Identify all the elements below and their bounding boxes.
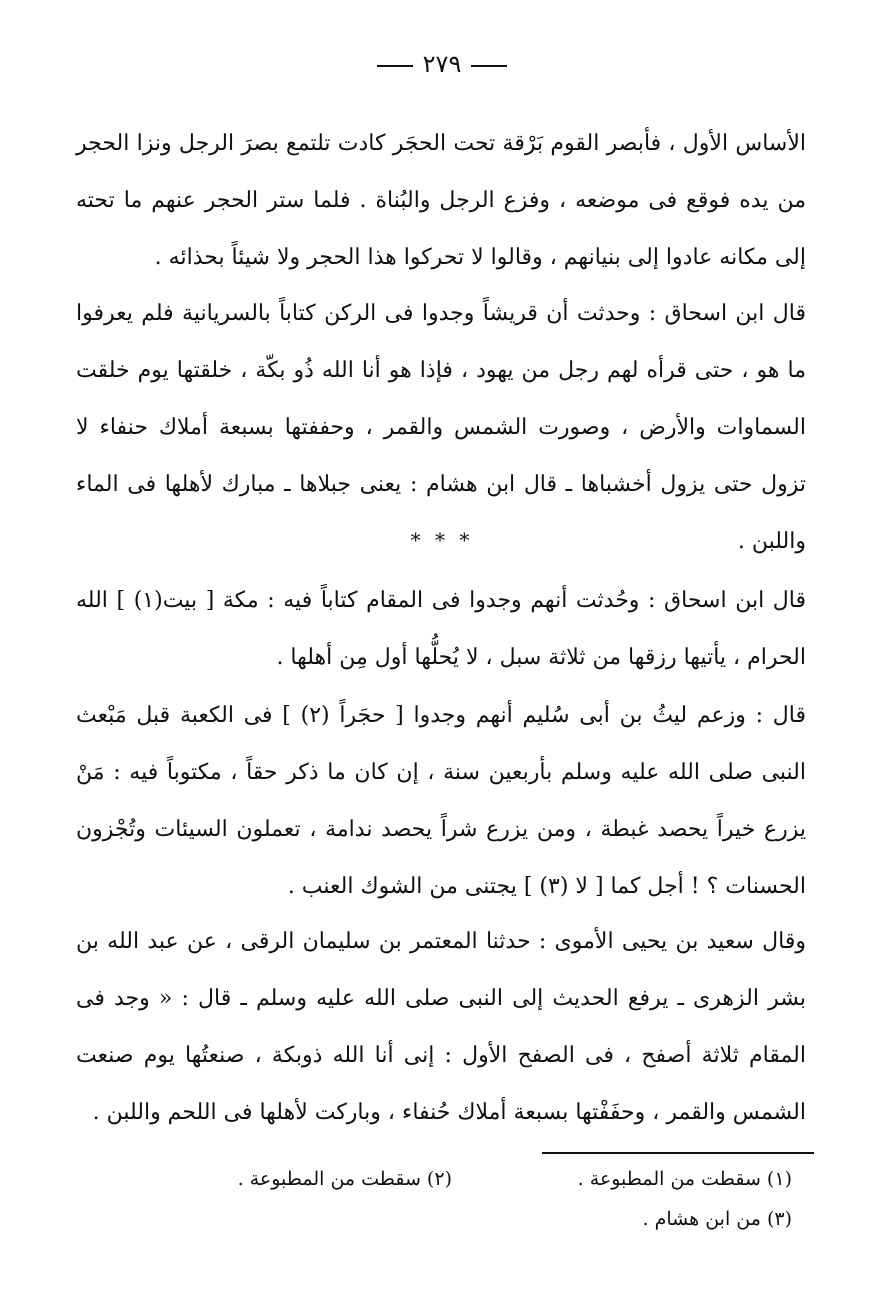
paragraph-1: الأساس الأول ، فأبصر القوم بَرْقة تحت الحجَر كادت تلتمع بصرَ الرجل ونزا الحجر من يده فوقع فى موضعه ، وفزع الرجل والبُناة . فلما ستر الحجر عنهم ما تحته إلى مكانه عادوا إلى بنيانهم ، وقالوا لا تحركوا هذا الحجر ولا شيئاً بحذائه . — [76, 131, 806, 270]
footnote-2: (٢) سقطت من المطبوعة . — [237, 1168, 452, 1190]
page-number-dash-left — [377, 65, 413, 67]
section-separator: * * * — [410, 528, 474, 552]
paragraph-5: وقال سعيد بن يحيى الأموى : حدثنا المعتمر بن سليمان الرقى ، عن عبد الله بن بشر الزهرى ـ يرفع الحديث إلى النبى صلى الله عليه وسلم ـ قال : « وجد فى المقام ثلاثة أصفح ، فى الصفح الأول : إنى أنا الله ذوبكة ، صنعتُها يوم صنعت الشمس والقمر ، وحفَفْتها بسبعة أملاك حُنفاء ، وباركت لأهلها فى اللحم واللبن . — [76, 929, 806, 1125]
page-number-text: ٢٧٩ — [422, 50, 462, 78]
page-number-dash-right — [471, 65, 507, 67]
footnote-3: (٣) من ابن هشام . — [642, 1208, 792, 1230]
page-number — [0, 50, 884, 78]
footnote-divider — [542, 1152, 814, 1154]
paragraph-2: قال ابن اسحاق : وحدثت أن قريشاً وجدوا فى الركن كتاباً بالسريانية فلم يعرفوا ما هو ، حتى قرأه لهم رجل من يهود ، فإذا هو أنا الله ذُو بكّة ، خلقتها يوم خلقت السماوات والأرض ، وصورت الشمس والقمر ، وحففتها بسبعة أملاك حنفاء لا تزول حتى يزول أخشباها ـ قال ابن هشام : يعنى جبلاها ـ مبارك لأهلها فى الماء واللبن . — [76, 301, 806, 554]
paragraph-4: قال : وزعم ليثُ بن أبى سُليم أنهم وجدوا [ حجَراً (٢) ] فى الكعبة قبل مَبْعث النبى صلى الله عليه وسلم بأربعين سنة ، إن كان ما ذكر حقاً ، مكتوباً فيه : مَنْ يزرع خيراً يحصد غبطة ، ومن يزرع شراً يحصد ندامة ، تعملون السيئات وتُجْزون الحسنات ؟ ! أجل كما [ لا (٣) ] يجتنى من الشوك العنب . — [76, 703, 807, 899]
paragraph-3: قال ابن اسحاق : وحُدثت أنهم وجدوا فى المقام كتاباً فيه : مكة [ بيت(١) ] الله الحرام ، يأتيها رزقها من ثلاثة سبل ، لا يُحلُّها أول مِن أهلها . — [76, 588, 806, 670]
footnote-1: (١) سقطت من المطبوعة . — [577, 1168, 792, 1190]
